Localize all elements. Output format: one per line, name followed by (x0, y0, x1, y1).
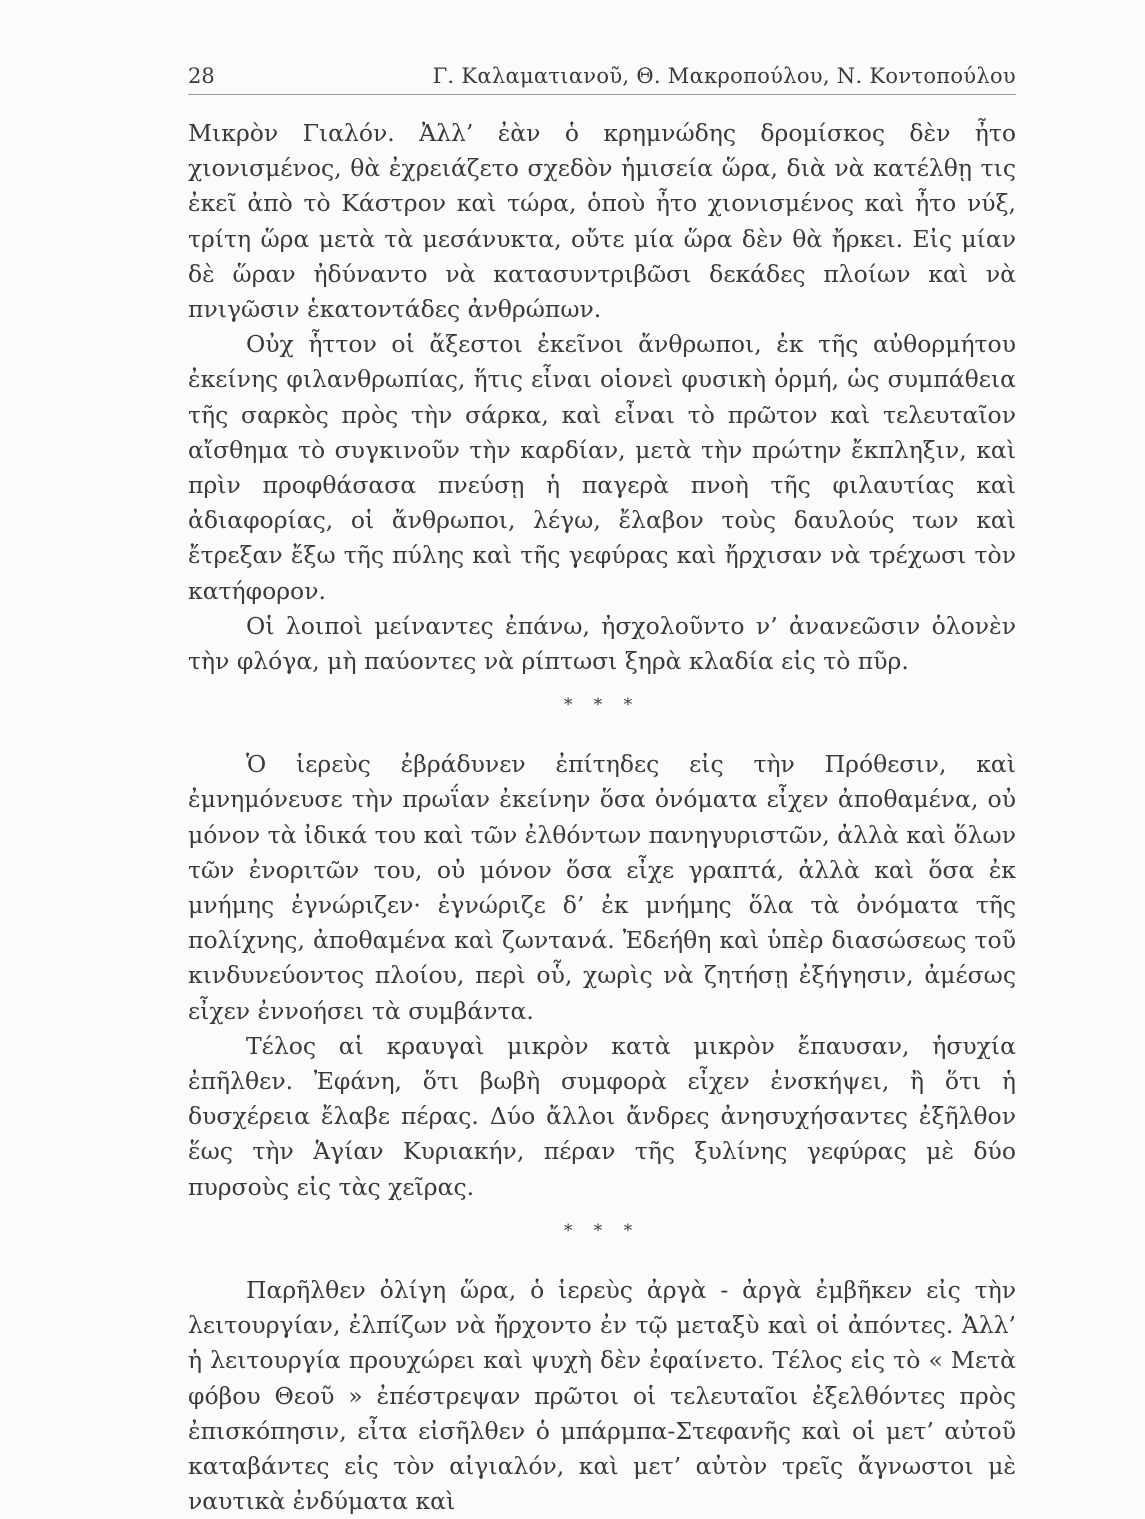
page-header (188, 60, 1016, 95)
paragraph: Οἱ λοιποὶ μείναντες ἐπάνω, ἠσχολοῦντο ν’ ἀνανεῶσιν ὁλονὲν τὴν φλόγα, μὴ παύοντες νὰ ρίπτωσι ξηρὰ κλαδία εἰς τὸ πῦρ. (188, 611, 1016, 676)
section-separator: * * * (563, 695, 641, 716)
running-title: Γ. Καλαματιανοῦ, Θ. Μακροπούλου, Ν. Κοντοπούλου (432, 64, 1016, 88)
paragraph: Οὐχ ἧττον οἱ ἄξεστοι ἐκεῖνοι ἄνθρωποι, ἐκ τῆς αὐθορμήτου ἐκείνης φιλανθρωπίας, ἥτις εἶναι οἱονεὶ φυσικὴ ὁρμή, ὡς συμπάθεια τῆς σαρκὸς πρὸς τὴν σάρκα, καὶ εἶναι τὸ πρῶτον καὶ τελευταῖον αἴσθημα τὸ συγκινοῦν τὴν καρδίαν, μετὰ τὴν πρώτην ἔκπληξιν, καὶ πρὶν προφθάσασα πνεύσῃ ἡ παγερὰ πνοὴ τῆς φιλαυτίας καὶ ἀδιαφορίας, οἱ ἄνθρωποι, λέγω, ἔλαβον τοὺς δαυλούς των καὶ ἔτρεξαν ἔξω τῆς πύλης καὶ τῆς γεφύρας καὶ ἤρχισαν νὰ τρέχωσι τὸν κατήφορον. (188, 330, 1016, 605)
paragraph: Ὁ ἱερεὺς ἐβράδυνεν ἐπίτηδες εἰς τὴν Πρόθεσιν, καὶ ἐμνημόνευσε τὴν πρωΐαν ἐκείνην ὅσα ὀνόματα εἶχεν ἀποθαμένα, οὐ μόνον τὰ ἰδικά του καὶ τῶν ἐλθόντων πανηγυριστῶν, ἀλλὰ καὶ ὅλων τῶν ἐνοριτῶν του, οὐ μόνον ὅσα εἶχε γραπτά, ἀλλὰ καὶ ὅσα ἐκ μνήμης ἐγνώριζεν· ἐγνώριζε δ’ ἐκ μνήμης ὅλα τὰ ὀνόματα τῆς πολίχνης, ἀποθαμένα καὶ ζωντανά. Ἐδεήθη καὶ ὑπὲρ διασώσεως τοῦ κινδυνεύοντος πλοίου, περὶ οὗ, χωρὶς νὰ ζητήσῃ ἐξήγησιν, ἀμέσως εἶχεν ἐννοήσει τὰ συμβάντα. (188, 750, 1016, 1025)
paragraph: Τέλος αἱ κραυγαὶ μικρὸν κατὰ μικρὸν ἔπαυσαν, ἡσυχία ἐπῆλθεν. Ἐφάνη, ὅτι βωβὴ συμφορὰ εἶχεν ἐνσκήψει, ἢ ὅτι ἡ δυσχέρεια ἔλαβε πέρας. Δύο ἄλλοι ἄνδρες ἀνησυχήσαντες ἐξῆλθον ἕως τὴν Ἁγίαν Κυριακήν, πέραν τῆς ξυλίνης γεφύρας μὲ δύο πυρσοὺς εἰς τὰς χεῖρας. (188, 1031, 1016, 1201)
page-number: 28 (188, 64, 215, 88)
paragraph: Παρῆλθεν ὀλίγη ὥρα, ὁ ἱερεὺς ἀργὰ - ἀργὰ ἐμβῆκεν εἰς τὴν λειτουργίαν, ἐλπίζων νὰ ἤρχοντο ἐν τῷ μεταξὺ καὶ οἱ ἀπόντες. Ἀλλ’ ἡ λειτουργία προυχώρει καὶ ψυχὴ δὲν ἐφαίνετο. Τέλος εἰς τὸ « Μετὰ φόβου Θεοῦ » ἐπέστρεψαν πρῶτοι οἱ τελευταῖοι ἐξελθόντες πρὸς ἐπισκόπησιν, εἶτα εἰσῆλθεν ὁ μπάρμπα-Στεφανῆς καὶ οἱ μετ’ αὐτοῦ καταβάντες εἰς τὸν αἰγιαλόν, καὶ μετ’ αὐτὸν τρεῖς ἄγνωστοι μὲ ναυτικὰ ἐνδύματα καὶ (188, 1275, 1016, 1516)
section-separator: * * * (563, 1220, 641, 1241)
page-body (188, 116, 1016, 1519)
paragraph: Μικρὸν Γιαλόν. Ἀλλ’ ἐὰν ὁ κρημνώδης δρομίσκος δὲν ἦτο χιονισμένος, θὰ ἐχρειάζετο σχεδὸν ἡμισεία ὥρα, διὰ νὰ κατέλθῃ τις ἐκεῖ ἀπὸ τὸ Κάστρον καὶ τώρα, ὁποὺ ἦτο χιονισμένος καὶ ἦτο νύξ, τρίτη ὥρα μετὰ τὰ μεσάνυκτα, οὔτε μία ὥρα δὲν θὰ ἤρκει. Εἰς μίαν δὲ ὥραν ἠδύναντο νὰ κατασυντριβῶσι δεκάδες πλοίων καὶ νὰ πνιγῶσιν ἑκατοντάδες ἀνθρώπων. (188, 119, 1016, 324)
